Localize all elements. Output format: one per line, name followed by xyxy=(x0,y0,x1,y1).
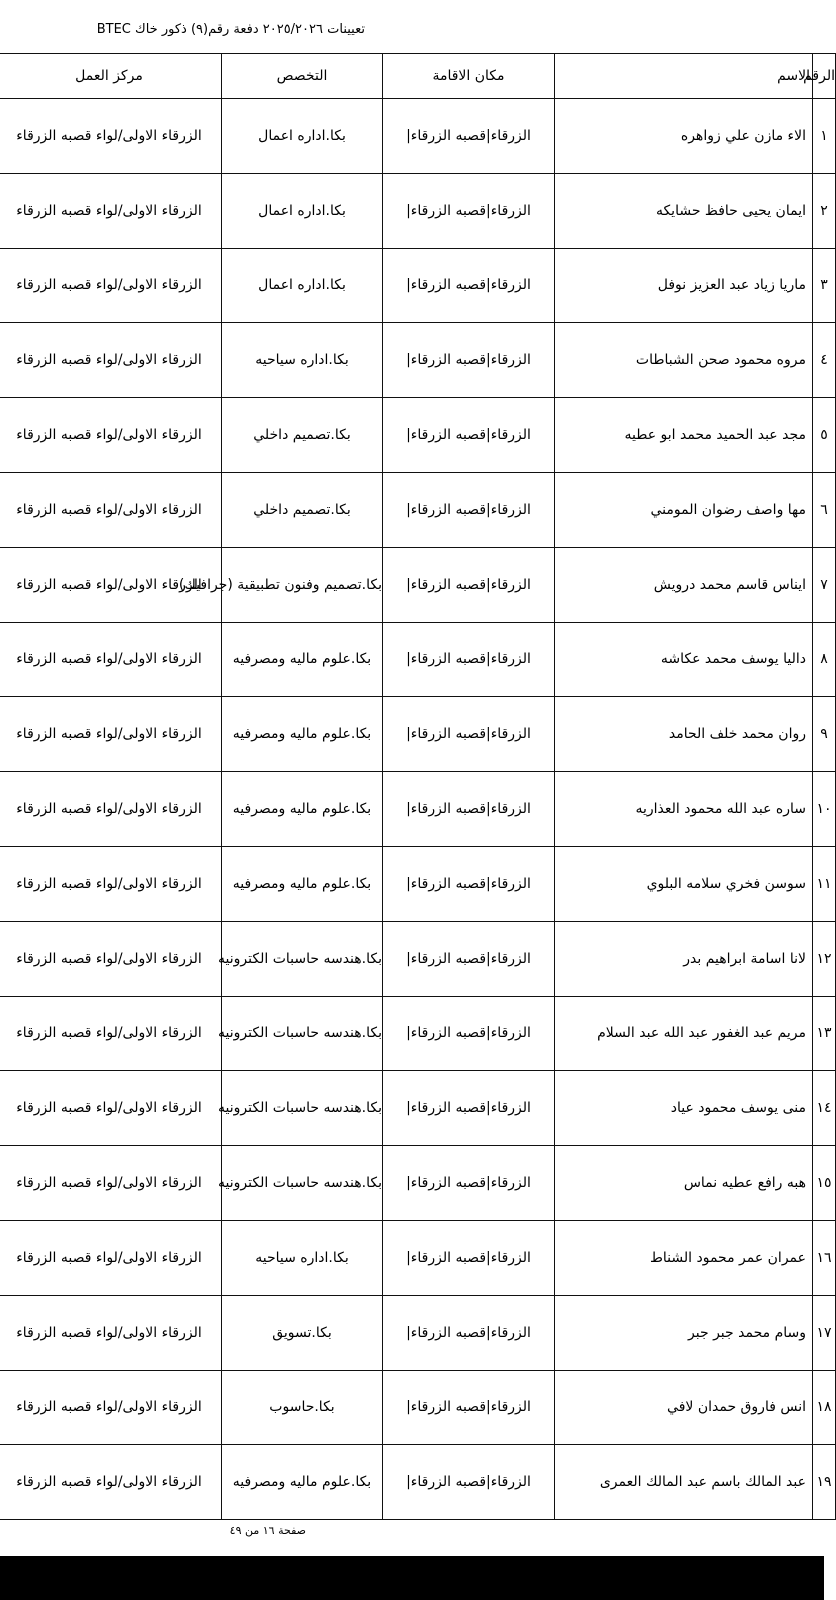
cell-workplace: الزرقاء الاولى/لواء قصبه الزرقاء xyxy=(0,472,222,547)
cell-residence: الزرقاء|قصبه الزرقاء| xyxy=(383,398,555,473)
cell-name: ساره عبد الله محمود العذاريه xyxy=(555,772,813,847)
cell-residence: الزرقاء|قصبه الزرقاء| xyxy=(383,173,555,248)
cell-workplace: الزرقاء الاولى/لواء قصبه الزرقاء xyxy=(0,772,222,847)
cell-name: روان محمد خلف الحامد xyxy=(555,697,813,772)
table-row xyxy=(0,398,836,473)
cell-workplace: الزرقاء الاولى/لواء قصبه الزرقاء xyxy=(0,1220,222,1295)
table-row xyxy=(0,1220,836,1295)
cell-specialty: بكا.اداره اعمال xyxy=(222,248,383,323)
cell-residence: الزرقاء|قصبه الزرقاء| xyxy=(383,1071,555,1146)
cell-workplace: الزرقاء الاولى/لواء قصبه الزرقاء xyxy=(0,1445,222,1520)
cell-number: ٦ xyxy=(813,472,836,547)
cell-name: ايناس قاسم محمد درويش xyxy=(555,547,813,622)
cell-name: مروه محمود صحن الشباطات xyxy=(555,323,813,398)
cell-name: سوسن فخري سلامه البلوي xyxy=(555,846,813,921)
cell-residence: الزرقاء|قصبه الزرقاء| xyxy=(383,547,555,622)
cell-workplace: الزرقاء الاولى/لواء قصبه الزرقاء xyxy=(0,99,222,174)
cell-number: ١ xyxy=(813,99,836,174)
cell-specialty: بكا.تصميم داخلي xyxy=(222,398,383,473)
table-row xyxy=(0,323,836,398)
cell-specialty: بكا.هندسه حاسبات الكترونيه xyxy=(222,921,383,996)
cell-specialty: بكا.علوم ماليه ومصرفيه xyxy=(222,622,383,697)
cell-name: الاء مازن علي زواهره xyxy=(555,99,813,174)
cell-residence: الزرقاء|قصبه الزرقاء| xyxy=(383,996,555,1071)
cell-number: ١٣ xyxy=(813,996,836,1071)
cell-workplace: الزرقاء الاولى/لواء قصبه الزرقاء xyxy=(0,1071,222,1146)
appointments-table xyxy=(0,53,836,1520)
cell-number: ٢ xyxy=(813,173,836,248)
cell-specialty: بكا.اداره سياحيه xyxy=(222,323,383,398)
table-row xyxy=(0,248,836,323)
cell-workplace: الزرقاء الاولى/لواء قصبه الزرقاء xyxy=(0,996,222,1071)
cell-residence: الزرقاء|قصبه الزرقاء| xyxy=(383,472,555,547)
table-row xyxy=(0,846,836,921)
cell-residence: الزرقاء|قصبه الزرقاء| xyxy=(383,248,555,323)
cell-number: ٧ xyxy=(813,547,836,622)
cell-workplace: الزرقاء الاولى/لواء قصبه الزرقاء xyxy=(0,1146,222,1221)
cell-number: ٣ xyxy=(813,248,836,323)
cell-specialty: بكا.حاسوب xyxy=(222,1370,383,1445)
cell-specialty: بكا.اداره اعمال xyxy=(222,173,383,248)
cell-number: ١١ xyxy=(813,846,836,921)
cell-residence: الزرقاء|قصبه الزرقاء| xyxy=(383,622,555,697)
cell-residence: الزرقاء|قصبه الزرقاء| xyxy=(383,1370,555,1445)
cell-workplace: الزرقاء الاولى/لواء قصبه الزرقاء xyxy=(0,323,222,398)
cell-residence: الزرقاء|قصبه الزرقاء| xyxy=(383,1445,555,1520)
table-row xyxy=(0,772,836,847)
table-row xyxy=(0,173,836,248)
cell-workplace: الزرقاء الاولى/لواء قصبه الزرقاء xyxy=(0,173,222,248)
cell-number: ١٦ xyxy=(813,1220,836,1295)
cell-name: ايمان يحيى حافظ حشايكه xyxy=(555,173,813,248)
scan-border xyxy=(0,1556,824,1600)
cell-number: ٨ xyxy=(813,622,836,697)
cell-workplace: الزرقاء الاولى/لواء قصبه الزرقاء xyxy=(0,921,222,996)
cell-workplace: الزرقاء الاولى/لواء قصبه الزرقاء xyxy=(0,622,222,697)
cell-specialty: بكا.علوم ماليه ومصرفيه xyxy=(222,697,383,772)
table-row xyxy=(0,1146,836,1221)
cell-residence: الزرقاء|قصبه الزرقاء| xyxy=(383,323,555,398)
cell-number: ٩ xyxy=(813,697,836,772)
cell-specialty: بكا.تصميم وفنون تطبيقية (جرافيك) xyxy=(222,547,383,622)
cell-residence: الزرقاء|قصبه الزرقاء| xyxy=(383,846,555,921)
cell-name: منى يوسف محمود عياد xyxy=(555,1071,813,1146)
table-row xyxy=(0,472,836,547)
table-header-row xyxy=(0,54,836,99)
cell-residence: الزرقاء|قصبه الزرقاء| xyxy=(383,1146,555,1221)
cell-workplace: الزرقاء الاولى/لواء قصبه الزرقاء xyxy=(0,1295,222,1370)
cell-residence: الزرقاء|قصبه الزرقاء| xyxy=(383,99,555,174)
cell-number: ١٠ xyxy=(813,772,836,847)
table-row xyxy=(0,622,836,697)
cell-number: ١٩ xyxy=(813,1445,836,1520)
cell-specialty: بكا.علوم ماليه ومصرفيه xyxy=(222,1445,383,1520)
cell-workplace: الزرقاء الاولى/لواء قصبه الزرقاء xyxy=(0,1370,222,1445)
cell-name: انس فاروق حمدان لافي xyxy=(555,1370,813,1445)
cell-number: ١٤ xyxy=(813,1071,836,1146)
column-header-residence: مكان الاقامة xyxy=(383,54,555,99)
cell-residence: الزرقاء|قصبه الزرقاء| xyxy=(383,697,555,772)
cell-specialty: بكا.تسويق xyxy=(222,1295,383,1370)
document-title: تعيينات ٢٠٢٥/٢٠٢٦ دفعة رقم(٩) ذكور خاك BTEC xyxy=(96,22,365,37)
cell-residence: الزرقاء|قصبه الزرقاء| xyxy=(383,1220,555,1295)
cell-name: عبد المالك باسم عبد المالك العمرى xyxy=(555,1445,813,1520)
table-row xyxy=(0,547,836,622)
table-row xyxy=(0,1370,836,1445)
cell-number: ١٥ xyxy=(813,1146,836,1221)
cell-specialty: بكا.علوم ماليه ومصرفيه xyxy=(222,772,383,847)
cell-residence: الزرقاء|قصبه الزرقاء| xyxy=(383,772,555,847)
cell-workplace: الزرقاء الاولى/لواء قصبه الزرقاء xyxy=(0,398,222,473)
column-header-name: الاسم xyxy=(555,54,813,99)
cell-workplace: الزرقاء الاولى/لواء قصبه الزرقاء xyxy=(0,697,222,772)
table-row xyxy=(0,996,836,1071)
cell-workplace: الزرقاء الاولى/لواء قصبه الزرقاء xyxy=(0,846,222,921)
cell-name: مريم عبد الغفور عبد الله عبد السلام xyxy=(555,996,813,1071)
cell-name: داليا يوسف محمد عكاشه xyxy=(555,622,813,697)
cell-specialty: بكا.اداره اعمال xyxy=(222,99,383,174)
cell-name: مها واصف رضوان المومني xyxy=(555,472,813,547)
cell-name: لانا اسامة ابراهيم بدر xyxy=(555,921,813,996)
table-row xyxy=(0,1071,836,1146)
cell-residence: الزرقاء|قصبه الزرقاء| xyxy=(383,921,555,996)
cell-name: مجد عبد الحميد محمد ابو عطيه xyxy=(555,398,813,473)
column-header-number: الرقم xyxy=(813,54,836,99)
cell-residence: الزرقاء|قصبه الزرقاء| xyxy=(383,1295,555,1370)
table-row xyxy=(0,921,836,996)
table-row xyxy=(0,99,836,174)
cell-specialty: بكا.تصميم داخلي xyxy=(222,472,383,547)
cell-name: ماريا زياد عبد العزيز نوفل xyxy=(555,248,813,323)
table-row xyxy=(0,697,836,772)
cell-specialty: بكا.هندسه حاسبات الكترونيه xyxy=(222,996,383,1071)
cell-specialty: بكا.هندسه حاسبات الكترونيه xyxy=(222,1146,383,1221)
cell-name: عمران عمر محمود الشناط xyxy=(555,1220,813,1295)
cell-number: ٥ xyxy=(813,398,836,473)
table-body xyxy=(0,99,836,1520)
cell-workplace: الزرقاء الاولى/لواء قصبه الزرقاء xyxy=(0,248,222,323)
cell-workplace: الزرقاء الاولى/لواء قصبه الزرقاء xyxy=(0,547,222,622)
cell-name: وسام محمد جبر جبر xyxy=(555,1295,813,1370)
cell-number: ١٨ xyxy=(813,1370,836,1445)
page-number: صفحة ١٦ من ٤٩ xyxy=(229,1524,306,1537)
cell-name: هبه رافع عطيه نماس xyxy=(555,1146,813,1221)
table-row xyxy=(0,1445,836,1520)
cell-number: ١٧ xyxy=(813,1295,836,1370)
cell-number: ٤ xyxy=(813,323,836,398)
column-header-workplace: مركز العمل xyxy=(0,54,222,99)
column-header-specialty: التخصص xyxy=(222,54,383,99)
cell-specialty: بكا.اداره سياحيه xyxy=(222,1220,383,1295)
cell-specialty: بكا.علوم ماليه ومصرفيه xyxy=(222,846,383,921)
cell-specialty: بكا.هندسه حاسبات الكترونيه xyxy=(222,1071,383,1146)
cell-number: ١٢ xyxy=(813,921,836,996)
table-row xyxy=(0,1295,836,1370)
